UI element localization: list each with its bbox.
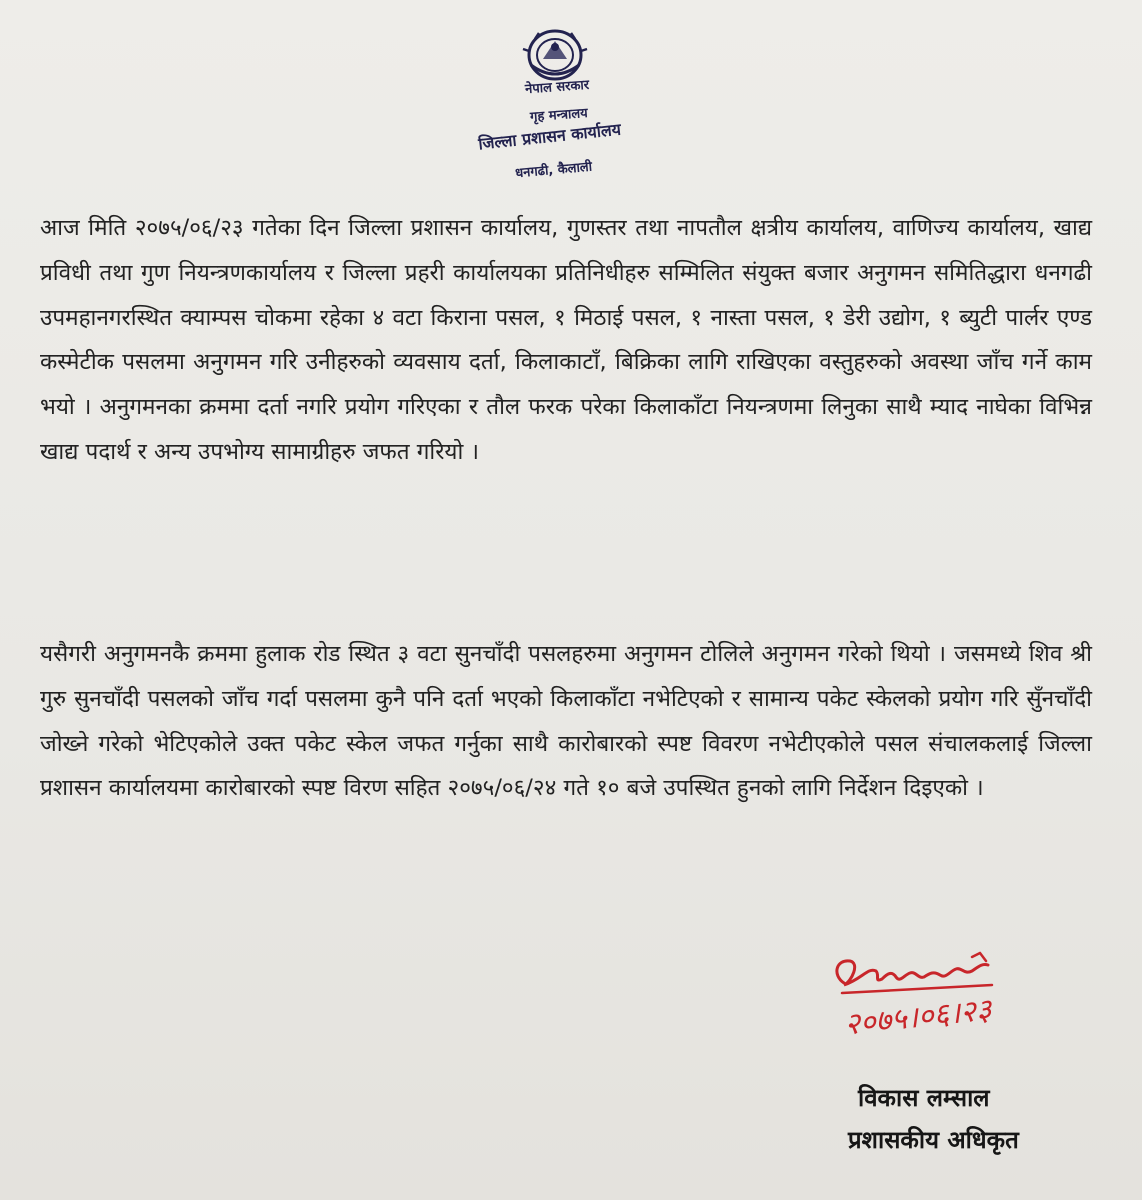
- body-paragraph-1: आज मिति २०७५/०६/२३ गतेका दिन जिल्ला प्रशासन कार्यालय, गुणस्तर तथा नापतौल क्षत्रीय कार्यालय, वाणिज्य कार्यालय, खाद्य प्रविधी तथा गुण नियन्त्रणकार्यालय र जिल्ला प्रहरी कार्यालयका प्रतिनिधीहरु सम्मिलित संयुक्त बजार अनुगमन समितिद्धारा धनगढी उपमहानगरस्थित क्याम्पस चोकमा रहेका ४ वटा किराना पसल, १ मिठाई पसल, १ नास्ता पसल, १ डेरी उद्योग, १ ब्युटी पार्लर एण्ड कस्मेटीक पसलमा अनुगमन गरि उनीहरुको व्यवसाय दर्ता, किलाकाटाँ, बिक्रिका लागि राखिएका वस्तुहरुको अवस्था जाँच गर्ने काम भयो । अनुगमनका क्रममा दर्ता नगरि प्रयोग गरिएका र तौल फरक परेका किलाकाँटा नियन्त्रणमा लिनुका साथै म्याद नाघेका विभिन्न खाद्य पदार्थ र अन्य उपभोग्य सामाग्रीहरु जफत गरियो ।: [40, 215, 1092, 465]
- seal-text-line-2: गृह मन्त्रालय: [529, 106, 589, 125]
- seal-text-line-4: धनगढी, कैलाली: [514, 159, 593, 182]
- officer-stamp: [838, 1075, 1088, 1185]
- signature-block: [822, 945, 1022, 1055]
- body-paragraph-2: यसैगरी अनुगमनकै क्रममा हुलाक रोड स्थित ३ वटा सुनचाँदी पसलहरुमा अनुगमन टोलिले अनुगमन गरेको थियो । जसमध्ये शिव श्री गुरु सुनचाँदी पसलको जाँच गर्दा पसलमा कुनै पनि दर्ता भएको किलाकाँटा नभेटिएको र सामान्य पकेट स्केलको प्रयोग गरि सुँनचाँदी जोख्ने गरेको भेटिएकोले उक्त पकेट स्केल जफत गर्नुका साथै कारोबारको स्पष्ट विवरण नभेटीएकोले पसल संचालकलाई जिल्ला प्रशासन कार्यालयमा कारोबारको स्पष्ट विरण सहित २०७५/०६/२४ गते १० बजे उपस्थित हुनको लागि निर्देशन दिइएको ।: [40, 641, 1092, 802]
- office-seal: [470, 25, 670, 190]
- seal-text-line-3: जिल्ला प्रशासन कार्यालय: [477, 119, 622, 154]
- signature-date: २०७५।०६।२३: [842, 992, 994, 1043]
- officer-title: प्रशासकीय अधिकृत: [848, 1126, 1019, 1154]
- officer-name: विकास लम्साल: [858, 1084, 990, 1112]
- seal-text-line-1: नेपाल सरकार: [524, 77, 590, 98]
